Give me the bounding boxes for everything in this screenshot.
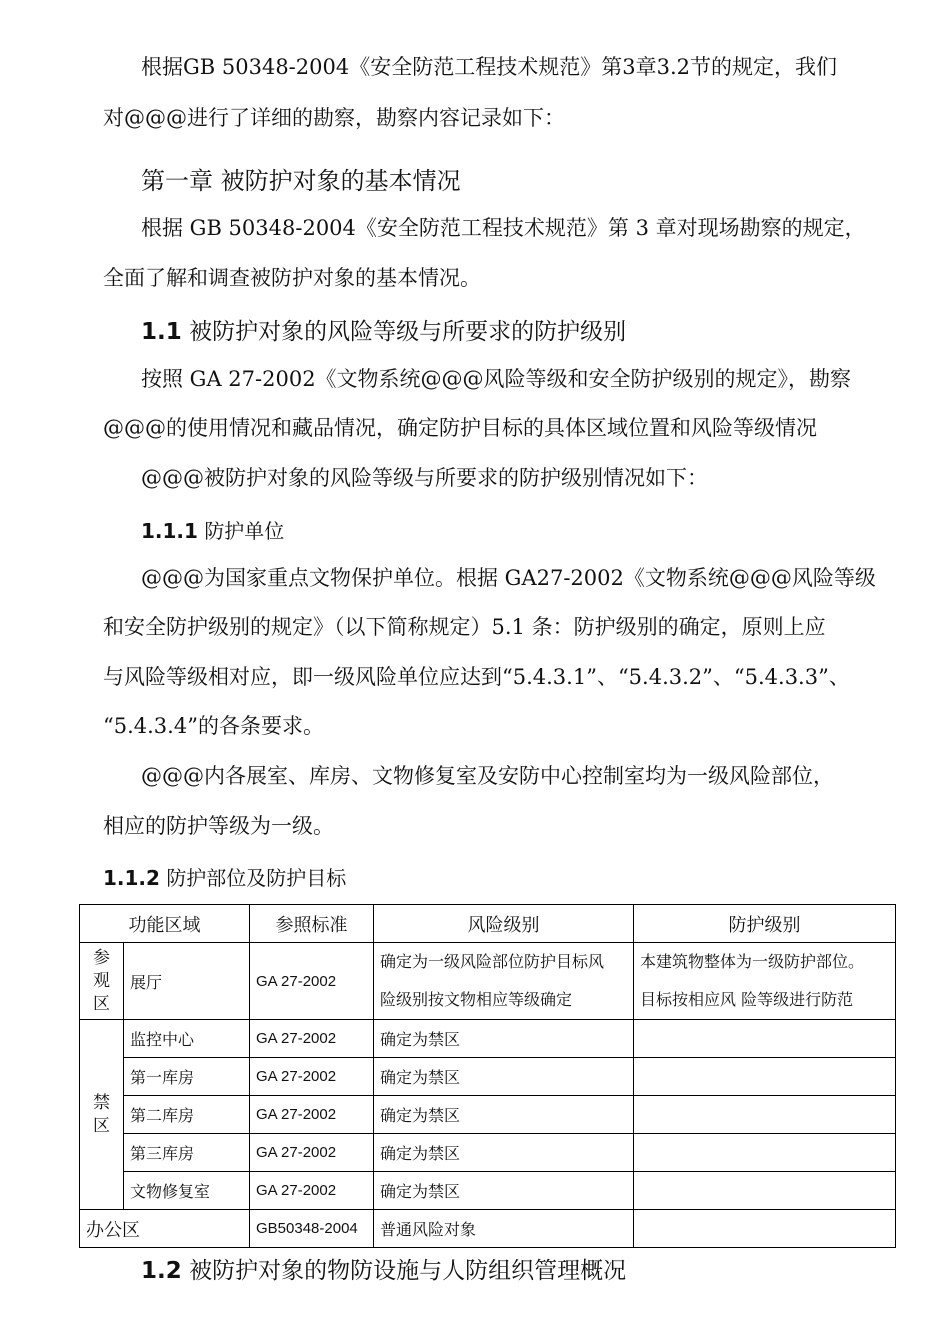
section-1-1-title: 被防护对象的风险等级与所要求的防护级别 <box>189 319 627 345</box>
hall-protection-line1: 本建筑物整体为一级防护部位。 <box>640 952 865 971</box>
restricted-zone-char-1: 禁 <box>93 1092 110 1113</box>
para4: @@@被防护对象的风险等级与所要求的防护级别情况如下： <box>141 466 708 490</box>
section-1-1-2-number: 1.1.2 <box>103 866 160 890</box>
header-protection-level: 防护级别 <box>634 905 896 943</box>
header-function-area: 功能区域 <box>80 905 250 943</box>
section-1-1-2-title: 防护部位及防护目标 <box>166 866 347 890</box>
para5-line3: 与风险等级相对应，即一级风险单位应达到“5.4.3.1”、“5.4.3.2”、“5.4.3.3”、 <box>103 665 850 689</box>
row-standard: GA 27-2002 <box>250 1172 374 1210</box>
table-row <box>80 1020 896 1058</box>
row-area: 第二库房 <box>124 1096 250 1134</box>
para5-line4: “5.4.3.4”的各条要求。 <box>103 714 324 738</box>
row-risk: 确定为禁区 <box>374 1058 634 1096</box>
section-1-1-1-title: 防护单位 <box>204 519 285 543</box>
para1-line2: 对@@@进行了详细的勘察，勘察内容记录如下： <box>103 106 565 130</box>
para6-line1: @@@内各展室、库房、文物修复室及安防中心控制室均为一级风险部位， <box>141 764 834 788</box>
para6-line2: 相应的防护等级为一级。 <box>103 814 334 838</box>
section-1-2-heading <box>141 1252 626 1285</box>
row-risk: 确定为禁区 <box>374 1020 634 1058</box>
row-risk: 确定为禁区 <box>374 1134 634 1172</box>
row-protection <box>634 1020 896 1058</box>
table-row <box>80 1096 896 1134</box>
table-row <box>80 1172 896 1210</box>
section-1-1-1-heading <box>141 515 284 544</box>
row-risk: 确定为禁区 <box>374 1172 634 1210</box>
row-area: 监控中心 <box>124 1020 250 1058</box>
para3-line1: 按照 GA 27-2002《文物系统@@@风险等级和安全防护级别的规定》，勘察 <box>141 367 852 391</box>
para5-line2: 和安全防护级别的规定》（以下简称规定）5.1 条：防护级别的确定，原则上应 <box>103 615 826 639</box>
visit-zone-char-1: 参 <box>93 947 110 968</box>
row-protection <box>634 1134 896 1172</box>
visit-zone-char-2: 观 <box>93 970 110 991</box>
section-1-1-heading <box>141 313 626 346</box>
row-standard: GA 27-2002 <box>250 1020 374 1058</box>
row-area: 第一库房 <box>124 1058 250 1096</box>
table-row <box>80 1058 896 1096</box>
hall-risk-line1: 确定为一级风险部位防护目标风 <box>380 952 605 971</box>
row-standard: GA 27-2002 <box>250 1096 374 1134</box>
row-area: 第三库房 <box>124 1134 250 1172</box>
hall-protection-line2: 目标按相应风 险等级进行防范 <box>640 990 854 1009</box>
protection-table <box>79 904 896 1248</box>
row-standard: GA 27-2002 <box>250 1134 374 1172</box>
office-protection <box>634 1210 896 1248</box>
hall-standard: GA 27-2002 <box>250 943 374 1020</box>
section-1-1-number: 1.1 <box>141 319 182 345</box>
hall-risk-line2: 险级别按文物相应等级确定 <box>380 990 573 1009</box>
row-protection <box>634 1096 896 1134</box>
row-protection <box>634 1172 896 1210</box>
hall-risk <box>374 943 634 1020</box>
visit-zone-cell <box>80 943 124 1020</box>
table-row-office <box>80 1210 896 1248</box>
chapter1-title: 第一章 被防护对象的基本情况 <box>141 167 461 195</box>
para1-line1: 根据GB 50348-2004《安全防范工程技术规范》第3章3.2节的规定，我们 <box>141 55 837 79</box>
visit-zone-char-3: 区 <box>93 993 110 1014</box>
para3-line2: @@@的使用情况和藏品情况，确定防护目标的具体区域位置和风险等级情况 <box>103 416 817 440</box>
table-row-hall <box>80 943 896 1020</box>
restricted-zone-char-2: 区 <box>93 1115 110 1136</box>
hall-area: 展厅 <box>124 943 250 1020</box>
office-area: 办公区 <box>80 1210 250 1248</box>
hall-protection <box>634 943 896 1020</box>
header-standard: 参照标准 <box>250 905 374 943</box>
para2-line1: 根据 GB 50348-2004《安全防范工程技术规范》第 3 章对现场勘察的规定， <box>141 216 866 240</box>
para5-line1: @@@为国家重点文物保护单位。根据 GA27-2002《文物系统@@@风险等级 <box>141 566 876 590</box>
section-1-2-title: 被防护对象的物防设施与人防组织管理概况 <box>189 1258 627 1284</box>
section-1-2-number: 1.2 <box>141 1258 182 1284</box>
restricted-zone-cell <box>80 1020 124 1210</box>
section-1-1-2-heading <box>103 862 346 891</box>
section-1-1-1-number: 1.1.1 <box>141 519 198 543</box>
row-risk: 确定为禁区 <box>374 1096 634 1134</box>
row-standard: GA 27-2002 <box>250 1058 374 1096</box>
header-risk-level: 风险级别 <box>374 905 634 943</box>
para2-line2: 全面了解和调查被防护对象的基本情况。 <box>103 266 481 290</box>
office-risk: 普通风险对象 <box>374 1210 634 1248</box>
row-area: 文物修复室 <box>124 1172 250 1210</box>
table-row <box>80 1134 896 1172</box>
row-protection <box>634 1058 896 1096</box>
office-standard: GB50348-2004 <box>250 1210 374 1248</box>
table-header-row <box>80 905 896 943</box>
